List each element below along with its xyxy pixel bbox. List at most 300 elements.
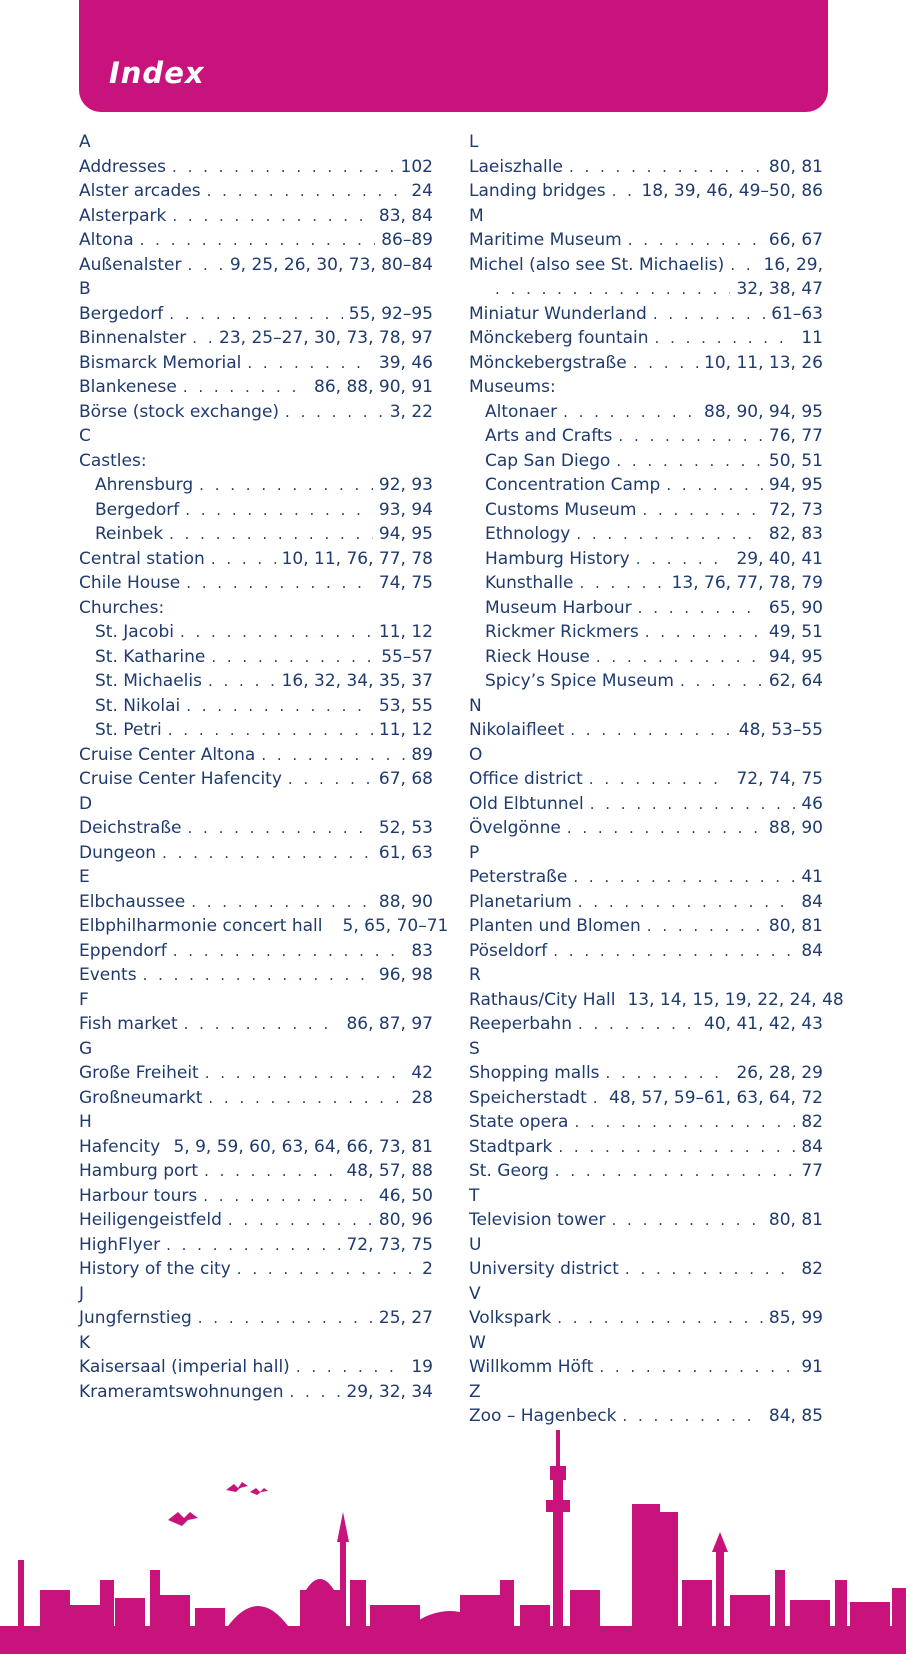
letter-label: Z [469, 1381, 481, 1402]
index-entry [79, 1086, 433, 1111]
entry-name: State opera [469, 1112, 569, 1132]
dot-leader [573, 865, 795, 890]
page-numbers: 84 [801, 1136, 823, 1157]
index-column-left [79, 130, 449, 1404]
index-entry [79, 571, 433, 596]
page-numbers: 55–57 [381, 646, 433, 667]
index-entry [79, 375, 433, 400]
letter-label: E [79, 867, 90, 887]
dot-leader [162, 841, 373, 866]
entry-name: Heiligengeistfeld [79, 1210, 222, 1230]
page-numbers: 102 [400, 156, 433, 177]
entry-name: Kaisersaal (imperial hall) [79, 1357, 290, 1377]
page-numbers: 10, 11, 13, 26 [704, 352, 823, 373]
dot-leader [616, 449, 763, 474]
page-numbers: 25, 27 [378, 1308, 433, 1328]
index-entry [469, 865, 823, 890]
index-subentry [79, 522, 433, 547]
entry-name: Stadtpark [469, 1136, 553, 1157]
dot-leader [166, 1233, 340, 1258]
entry-name: Mönckebergstraße [469, 352, 627, 373]
entry-name: Övelgönne [469, 818, 561, 838]
index-letter-heading [79, 988, 433, 1013]
dot-leader [188, 816, 373, 841]
index-subentry [469, 424, 823, 449]
entry-name: Große Freiheit [79, 1063, 199, 1083]
page-numbers: 46 [801, 793, 823, 814]
index-subentry [469, 498, 823, 523]
dot-leader [211, 645, 375, 670]
dot-leader [203, 1184, 373, 1209]
page-numbers: 2 [422, 1259, 433, 1279]
entry-name: Museum Harbour [485, 597, 632, 618]
entry-name: Speicherstadt [469, 1087, 587, 1108]
index-letter-heading [79, 865, 433, 890]
letter-label: U [469, 1234, 482, 1255]
page-numbers: 11, 12 [378, 720, 433, 740]
entry-name: Altonaer [485, 401, 558, 422]
index-entry [79, 204, 433, 229]
entry-name: Reinbek [95, 524, 164, 544]
dot-leader [655, 326, 796, 351]
entry-name: Peterstraße [469, 867, 568, 887]
index-letter-heading [79, 1282, 433, 1307]
dot-leader [555, 1159, 796, 1184]
page-numbers: 29, 40, 41 [736, 548, 823, 569]
entry-name: Cruise Center Hafencity [79, 769, 282, 789]
page-numbers: 88, 90 [378, 891, 433, 912]
page-numbers: 72, 73 [768, 499, 823, 520]
index-entry [79, 816, 433, 841]
dot-leader [567, 816, 763, 841]
letter-label: G [79, 1038, 93, 1059]
page-numbers: 72, 74, 75 [736, 769, 823, 789]
entry-name: Michel (also see St. Michaelis) [469, 254, 725, 275]
index-entry [469, 1012, 823, 1037]
dot-leader [642, 498, 762, 523]
index-entry [79, 743, 433, 768]
index-entry [79, 179, 433, 204]
entry-name: Rickmer Rickmers [485, 622, 639, 642]
dot-leader [730, 253, 757, 278]
page-numbers: 96, 98 [378, 965, 433, 985]
dot-leader [204, 1159, 340, 1184]
page-numbers: 83, 84 [378, 205, 433, 226]
page-numbers: 94, 95 [768, 646, 823, 667]
dot-leader [593, 1086, 603, 1111]
letter-label: S [469, 1038, 480, 1059]
dot-leader [172, 155, 395, 180]
entry-name: Bergedorf [95, 499, 180, 520]
entry-name: Blankenese [79, 377, 177, 397]
index-subentry [469, 449, 823, 474]
index-entry [79, 963, 433, 988]
letter-label: P [469, 842, 480, 863]
dot-leader [636, 547, 731, 572]
page-numbers: 13, 14, 15, 19, 22, 24, 48 [627, 989, 844, 1010]
dot-leader [645, 620, 763, 645]
page-numbers: 55, 92–95 [348, 303, 433, 324]
page-numbers: 94, 95 [768, 475, 823, 495]
page-numbers: 61–63 [771, 303, 823, 324]
dot-leader [495, 277, 730, 302]
index-subentry [469, 620, 823, 645]
entry-name: Hamburg port [79, 1161, 199, 1181]
dot-leader [666, 473, 763, 498]
letter-label: R [469, 965, 481, 985]
dot-leader [576, 522, 763, 547]
index-entry [79, 1208, 433, 1233]
dot-leader [563, 400, 698, 425]
dot-leader [680, 669, 763, 694]
page-numbers: 83 [411, 940, 433, 961]
letter-label: L [469, 132, 479, 152]
letter-label: F [79, 989, 89, 1010]
index-entry [469, 326, 823, 351]
dot-leader [633, 351, 698, 376]
page-numbers: 82 [801, 1112, 823, 1132]
entry-name: University district [469, 1259, 619, 1279]
entry-name: St. Jacobi [95, 622, 174, 642]
entry-name: Börse (stock exchange) [79, 401, 280, 422]
index-subentry [469, 645, 823, 670]
index-entry [79, 1233, 433, 1258]
page-numbers: 77 [801, 1161, 823, 1181]
page-numbers: 53, 55 [378, 695, 433, 716]
index-entry [469, 718, 823, 743]
page-numbers: 24 [411, 181, 433, 201]
letter-label: H [79, 1112, 92, 1132]
entry-name: St. Petri [95, 720, 162, 740]
index-entry [469, 351, 823, 376]
group-label: Churches: [79, 597, 165, 618]
page-numbers: 5, 65, 70–71 [342, 916, 449, 936]
letter-label: V [469, 1283, 481, 1304]
dot-leader [169, 302, 343, 327]
page-numbers: 86, 87, 97 [346, 1014, 433, 1034]
page-numbers: 50, 51 [768, 450, 823, 471]
entry-name: Mönckeberg fountain [469, 328, 649, 348]
index-entry [79, 253, 433, 278]
page-numbers: 89 [411, 744, 433, 765]
page-numbers: 88, 90 [768, 818, 823, 838]
page-numbers: 26, 28, 29 [736, 1063, 823, 1083]
index-entry [469, 1061, 823, 1086]
index-entry [79, 1061, 433, 1086]
index-subentry [469, 522, 823, 547]
page-numbers: 11 [801, 328, 823, 348]
entry-name: Großneumarkt [79, 1087, 203, 1108]
page-numbers: 18, 39, 46, 49–50, 86 [641, 181, 823, 201]
dot-leader [622, 1404, 763, 1429]
index-entry [79, 326, 433, 351]
index-entry [469, 816, 823, 841]
index-entry [469, 1159, 823, 1184]
index-entry [469, 1257, 823, 1282]
index-entry [469, 1135, 823, 1160]
index-entry [79, 914, 449, 939]
index-header-banner [79, 0, 828, 112]
index-entry [469, 179, 823, 204]
entry-name: Miniatur Wunderland [469, 303, 647, 324]
dot-leader [208, 669, 276, 694]
index-subentry [79, 669, 433, 694]
dot-leader [143, 963, 373, 988]
dot-leader [192, 326, 213, 351]
index-subentry [79, 473, 433, 498]
index-entry [469, 1110, 823, 1135]
entry-name: Hafencity [79, 1136, 161, 1157]
index-column-right [469, 130, 844, 1429]
page-numbers: 84 [801, 940, 823, 961]
entry-name: Ahrensburg [95, 475, 194, 495]
entry-name: Fish market [79, 1014, 178, 1034]
page-numbers: 46, 50 [378, 1185, 433, 1206]
dot-leader [186, 571, 373, 596]
page-numbers: 13, 76, 77, 78, 79 [671, 573, 823, 593]
entry-name: Bergedorf [79, 303, 164, 324]
dot-leader [180, 620, 373, 645]
entry-name: Krameramtswohnungen [79, 1381, 284, 1402]
dot-leader [288, 767, 373, 792]
index-entry [79, 767, 433, 792]
index-group-heading [79, 449, 433, 474]
index-letter-heading [469, 1184, 823, 1209]
index-entry [79, 1355, 433, 1380]
letter-label: K [79, 1332, 91, 1353]
dot-leader [191, 890, 373, 915]
entry-name: Events [79, 965, 137, 985]
dot-leader [183, 375, 308, 400]
dot-leader [184, 1012, 341, 1037]
entry-name: St. Michaelis [95, 671, 202, 691]
dot-leader [261, 743, 405, 768]
dot-leader [574, 1110, 795, 1135]
index-letter-heading [469, 130, 823, 155]
dot-leader [612, 179, 636, 204]
entry-name: Old Elbtunnel [469, 793, 584, 814]
index-entry [79, 841, 433, 866]
index-subentry [79, 620, 433, 645]
dot-leader [199, 473, 373, 498]
entry-name: Pöseldorf [469, 940, 548, 961]
dot-leader [198, 1306, 373, 1331]
index-entry [469, 302, 823, 327]
entry-name: St. Nikolai [95, 695, 181, 716]
page-numbers: 5, 9, 59, 60, 63, 64, 66, 73, 81 [173, 1136, 433, 1157]
index-entry [469, 1208, 823, 1233]
index-subentry [469, 547, 823, 572]
index-entry [469, 1355, 823, 1380]
entry-name: Rathaus/City Hall [469, 989, 616, 1010]
index-entry [79, 939, 433, 964]
index-entry [79, 400, 433, 425]
page-numbers: 28 [411, 1087, 433, 1108]
dot-leader [186, 694, 373, 719]
entry-name: Cruise Center Altona [79, 744, 256, 765]
index-entry [469, 1086, 823, 1111]
page-numbers: 16, 32, 34, 35, 37 [281, 671, 433, 691]
entry-name: Außenalster [79, 254, 182, 275]
entry-name: Zoo – Hagenbeck [469, 1406, 617, 1426]
page-numbers: 16, 29, [763, 254, 823, 275]
dot-leader [625, 1257, 795, 1282]
letter-label: D [79, 793, 93, 814]
index-subentry [469, 571, 823, 596]
page-numbers: 41 [801, 867, 823, 887]
index-letter-heading [79, 1331, 433, 1356]
entry-name: Kunsthalle [485, 573, 574, 593]
index-letter-heading [469, 1037, 823, 1062]
index-letter-heading [79, 130, 433, 155]
dot-leader [228, 1208, 373, 1233]
index-subentry [469, 596, 823, 621]
index-letter-heading [469, 1331, 823, 1356]
page-numbers: 82 [801, 1259, 823, 1279]
page-numbers: 39, 46 [378, 352, 433, 373]
index-entry [469, 914, 823, 939]
index-subentry [79, 718, 433, 743]
index-letter-heading [79, 1110, 433, 1135]
entry-name: Alster arcades [79, 181, 201, 201]
index-entry [79, 890, 433, 915]
index-letter-heading [469, 743, 823, 768]
index-letter-heading [79, 792, 433, 817]
index-entry [469, 792, 823, 817]
entry-name: Chile House [79, 573, 181, 593]
entry-name: Shopping malls [469, 1063, 600, 1083]
letter-label: T [469, 1185, 480, 1206]
entry-name: Television tower [469, 1210, 606, 1230]
page-numbers: 86–89 [381, 230, 433, 250]
index-letter-heading [79, 424, 433, 449]
letter-label: M [469, 205, 484, 226]
dot-leader [638, 596, 763, 621]
page-numbers: 84 [801, 891, 823, 912]
page-numbers: 9, 25, 26, 30, 73, 80–84 [229, 254, 433, 275]
dot-leader [296, 1355, 406, 1380]
dot-leader [578, 890, 796, 915]
dot-leader [589, 767, 731, 792]
dot-leader [618, 424, 763, 449]
index-letter-heading [469, 694, 823, 719]
index-letter-heading [469, 963, 823, 988]
page-numbers: 84, 85 [768, 1406, 823, 1426]
index-entry [79, 1306, 433, 1331]
bird-icon [168, 1512, 198, 1526]
dot-leader [208, 1086, 405, 1111]
page-numbers: 92, 93 [378, 475, 433, 495]
entry-name: Elbchaussee [79, 891, 186, 912]
index-entry [469, 277, 823, 302]
letter-label: N [469, 695, 482, 716]
index-subentry [79, 645, 433, 670]
dot-leader [590, 792, 796, 817]
index-subentry [79, 694, 433, 719]
index-letter-heading [469, 1233, 823, 1258]
entry-name: Hamburg History [485, 548, 630, 569]
page-numbers: 61, 63 [378, 842, 433, 863]
page-numbers: 49, 51 [768, 622, 823, 642]
entry-name: St. Katharine [95, 646, 206, 667]
dot-leader [187, 253, 223, 278]
dot-leader [558, 1135, 795, 1160]
letter-label: B [79, 279, 91, 299]
letter-label: J [79, 1283, 85, 1304]
page-numbers: 80, 81 [768, 916, 823, 936]
page-numbers: 42 [411, 1063, 433, 1083]
page-numbers: 66, 67 [768, 230, 823, 250]
index-subentry [469, 669, 823, 694]
page-numbers: 91 [801, 1357, 823, 1377]
page-numbers: 86, 88, 90, 91 [314, 377, 433, 397]
page-numbers: 11, 12 [378, 622, 433, 642]
page-numbers: 23, 25–27, 30, 73, 78, 97 [219, 328, 433, 348]
entry-name: Maritime Museum [469, 230, 622, 250]
index-entry [79, 228, 433, 253]
entry-name: Office district [469, 769, 583, 789]
dot-leader [237, 1257, 416, 1282]
entry-name: Planten und Blomen [469, 916, 641, 936]
page-numbers: 67, 68 [378, 769, 433, 789]
entry-name: Bismarck Memorial [79, 352, 242, 373]
entry-name: Customs Museum [485, 499, 637, 520]
index-entry [79, 1012, 433, 1037]
dot-leader [166, 1135, 167, 1160]
letter-label: W [469, 1332, 486, 1353]
dot-leader [579, 571, 665, 596]
entry-name: Rieck House [485, 646, 590, 667]
index-letter-heading [469, 1380, 823, 1405]
dot-leader [140, 228, 376, 253]
dot-leader [285, 400, 384, 425]
index-letter-heading [469, 841, 823, 866]
entry-name: Central station [79, 548, 205, 569]
page-numbers: 19 [411, 1357, 433, 1377]
bird-icon [250, 1488, 268, 1495]
dot-leader [653, 302, 765, 327]
dot-leader [553, 939, 795, 964]
dot-leader [596, 645, 763, 670]
dot-leader [169, 522, 373, 547]
page-numbers: 72, 73, 75 [346, 1234, 433, 1255]
page-title: Index [109, 56, 205, 90]
index-entry [79, 302, 433, 327]
index-letter-heading [79, 277, 433, 302]
dot-leader [211, 547, 276, 572]
page-numbers: 88, 90, 94, 95 [704, 401, 823, 422]
index-entry [79, 1135, 433, 1160]
entry-name: Dungeon [79, 842, 157, 863]
dot-leader [168, 718, 373, 743]
entry-name: Volkspark [469, 1308, 552, 1328]
index-entry [79, 547, 433, 572]
entry-name: Eppendorf [79, 940, 167, 961]
dot-leader [599, 1355, 795, 1380]
page-numbers: 40, 41, 42, 43 [704, 1014, 823, 1034]
index-entry [79, 1159, 433, 1184]
page-numbers: 48, 53–55 [738, 720, 823, 740]
dot-leader [570, 718, 733, 743]
entry-name: Harbour tours [79, 1185, 198, 1206]
index-subentry [469, 400, 823, 425]
page-numbers: 85, 99 [768, 1308, 823, 1328]
entry-name: St. Georg [469, 1161, 549, 1181]
entry-name: Arts and Crafts [485, 426, 613, 446]
index-entry [469, 939, 823, 964]
letter-label: O [469, 744, 483, 765]
page-numbers: 3, 22 [389, 401, 433, 422]
